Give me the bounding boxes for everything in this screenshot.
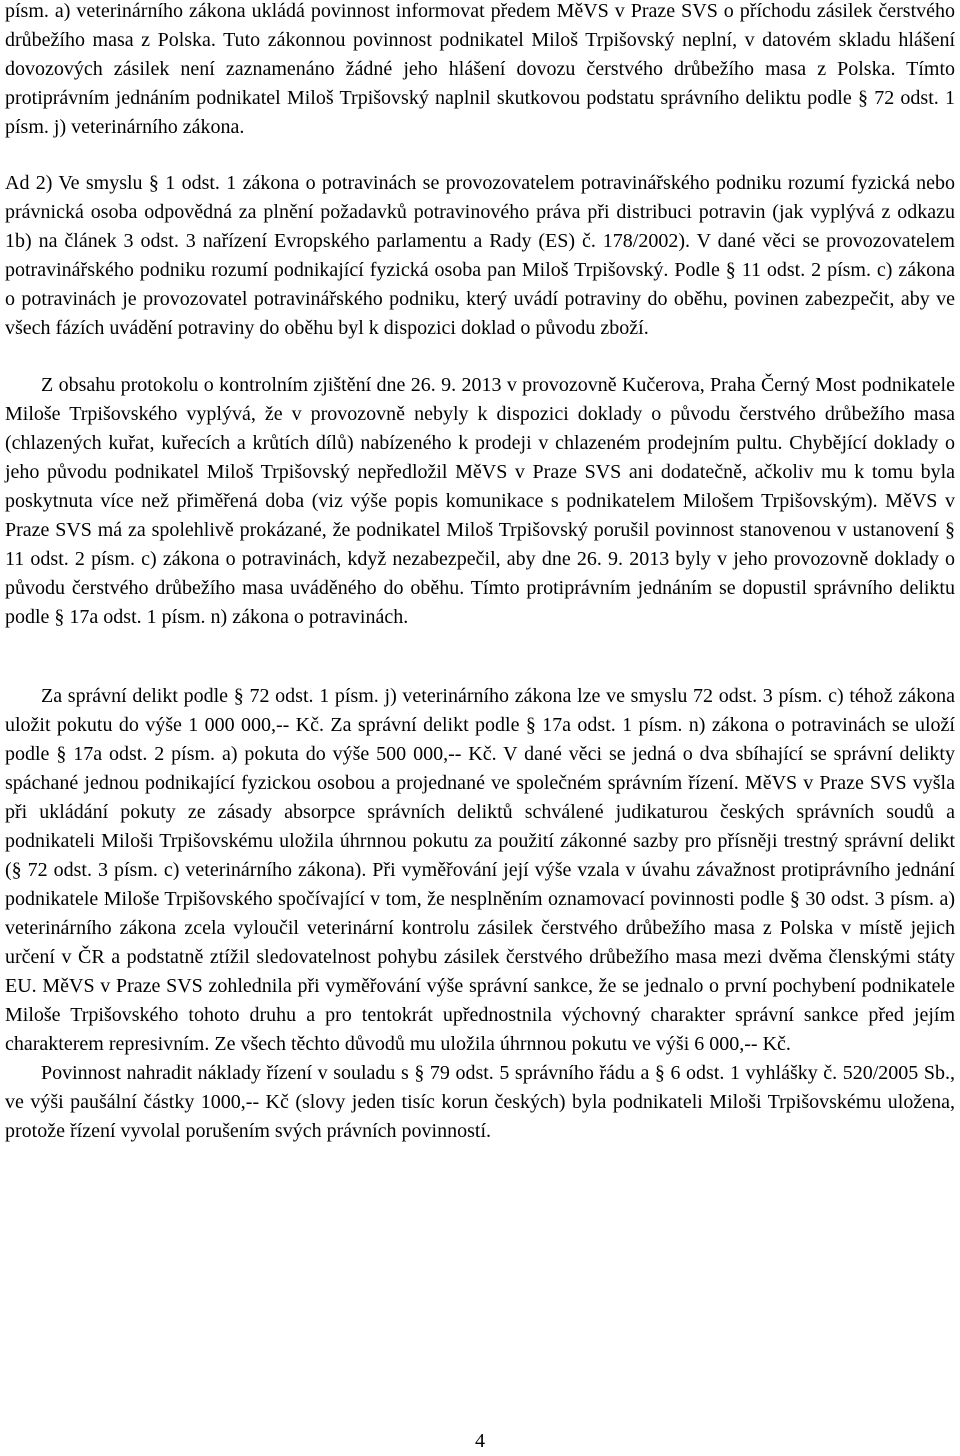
paragraph-3: Z obsahu protokolu o kontrolním zjištění dne 26. 9. 2013 v provozovně Kučerova, Praha Černý Most podnikatele Miloše Trpišovského vyplývá, že v provozovně nebyly k dispozici doklady o původu čerstvého drůbežího masa (chlazených kuřat, kuřecích a krůtích dílů) nabízeného k prodeji v chlazeném prodejním pultu. Chybějící doklady o jeho původu podnikatel Miloš Trpišovský nepředložil MěVS v Praze SVS ani dodatečně, ačkoliv mu k tomu byla poskytnuta více než přiměřená doba (viz výše popis komunikace s podnikatelem Milošem Trpišovským). MěVS v Praze SVS má za spolehlivě prokázané, že podnikatel Miloš Trpišovský porušil povinnost stanovenou v ustanovení § 11 odst. 2 písm. c) zákona o potravinách, když nezabezpečil, aby dne 26. 9. 2013 byly v jeho provozovně doklady o původu čerstvého drůbežího masa uváděného do oběhu. Tímto protiprávním jednáním se dopustil správního deliktu podle § 17a odst. 1 písm. n) zákona o potravinách.: [5, 374, 955, 628]
paragraph-4: Za správní delikt podle § 72 odst. 1 písm. j) veterinárního zákona lze ve smyslu 72 odst. 3 písm. c) téhož zákona uložit pokutu do výše 1 000 000,-- Kč. Za správní delikt podle § 17a odst. 1 písm. n) zákona o potravinách se uloží podle § 17a odst. 2 písm. a) pokuta do výše 500 000,-- Kč. V dané věci se jedná o dva sbíhající se správní delikty spáchané jednou podnikající fyzickou osobou a projednané ve společném správním řízení. MěVS v Praze SVS vyšla při ukládání pokuty ze zásady absorpce správních deliktů schválené judikaturou českých správních soudů a podnikateli Miloši Trpišovskému uložila úhrnnou pokutu za použití zákonné sazby pro přísněji trestný správní delikt (§ 72 odst. 3 písm. c) veterinárního zákona). Při vyměřování její výše vzala v úvahu závažnost protiprávního jednání podnikatele Miloše Trpišovského spočívající v tom, že nesplněním oznamovací povinnosti podle § 30 odst. 3 písm. a) veterinárního zákona zcela vyloučil veterinární kontrolu zásilek čerstvého drůbežího masa z Polska v místě jejich určení v ČR a podstatně ztížil sledovatelnost pohybu zásilek čerstvého drůbežího masa mezi dvěma členskými státy EU. MěVS v Praze SVS zohlednila při vyměřování výše správní sankce, že se jednalo o první pochybení podnikatele Miloše Trpišovského tohoto druhu a pro tentokrát upřednostnila výchovný charakter správní sankce před jejím charakterem represivním. Ze všech těchto důvodů mu uložila úhrnnou pokutu ve výši 6 000,-- Kč.: [5, 685, 955, 1055]
page-number: 4: [475, 1430, 485, 1452]
paragraph-1: písm. a) veterinárního zákona ukládá povinnost informovat předem MěVS v Praze SVS o příchodu zásilek čerstvého drůbežího masa z Polska. Tuto zákonnou povinnost podnikatel Miloš Trpišovský neplní, v datovém skladu hlášení dovozových zásilek není zaznamenáno žádné jeho hlášení dovozu čerstvého drůbežího masa z Polska. Tímto protiprávním jednáním podnikatel Miloš Trpišovský naplnil skutkovou podstatu správního deliktu podle § 72 odst. 1 písm. j) veterinárního zákona.: [5, 0, 955, 138]
paragraph-5: Povinnost nahradit náklady řízení v souladu s § 79 odst. 5 správního řádu a § 6 odst. 1 vyhlášky č. 520/2005 Sb., ve výši paušální částky 1000,-- Kč (slovy jeden tisíc korun českých) byla podnikateli Miloši Trpišovskému uložena, protože řízení vyvolal porušením svých právních povinností.: [5, 1062, 955, 1142]
paragraph-2: Ad 2) Ve smyslu § 1 odst. 1 zákona o potravinách se provozovatelem potravinářského podniku rozumí fyzická nebo právnická osoba odpovědná za plnění požadavků potravinového práva při distribuci potravin (jak vyplývá z odkazu 1b) na článek 3 odst. 3 nařízení Evropského parlamentu a Rady (ES) č. 178/2002). V dané věci se provozovatelem potravinářského podniku rozumí podnikající fyzická osoba pan Miloš Trpišovský. Podle § 11 odst. 2 písm. c) zákona o potravinách je provozovatel potravinářského podniku, který uvádí potraviny do oběhu, povinen zabezpečit, aby ve všech fázích uvádění potraviny do oběhu byl k dispozici doklad o původu zboží.: [5, 172, 955, 339]
